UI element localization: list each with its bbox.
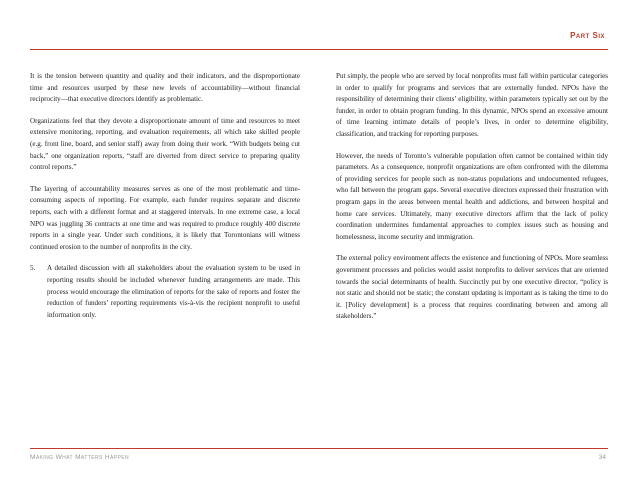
- right-column: [336, 71, 608, 333]
- footer-divider: [30, 448, 608, 449]
- numbered-recommendation: [30, 263, 300, 321]
- paragraph: It is the tension between quantity and quality and their indicators, and the disproportionate time and resources usurped by these new levels of accountability—without financial reciprocity—that executive directors identify as problematic.: [30, 72, 300, 104]
- paragraph: Organizations feel that they devote a disproportionate amount of time and resources to meet extensive monitoring, reporting, and evaluation requirements, all which take skilled people (e.g. front line, board, and senior staff) away from doing their work. “With budgets being cut back,” one organization reports, “staff are diverted from direct service to preparing quality control reports.”: [30, 116, 300, 172]
- paragraph: However, the needs of Toronto’s vulnerable population often cannot be contained within tidy parameters. As a consequence, nonprofit organizations are often confronted with the dilemma of providing services for people such as non-status populations and undocumented refugees, who fall between the program gaps. Several executive directors expressed their frustration with program gaps in the areas between mental health and addictions, and between hospital and home care services. Ultimately, many executive directors affirm that the lack of policy coordination undermines fundamental approaches to complex issues such as housing and homelessness, income security and immigration.: [336, 151, 608, 241]
- section-header: Part Six: [570, 31, 605, 40]
- page-number: 34: [598, 454, 606, 461]
- paragraph: Put simply, the people who are served by local nonprofits must fall within particular categories in order to qualify for programs and services that are externally funded. NPOs have the responsibility of determining their clients’ eligibility, within parameters typically set out by the funder, in order to obtain program funding. In this dynamic, NPOs spend an excessive amount of time learning intimate details of people’s lives, in order to determine eligibility, classification, and tracking for reporting purposes.: [336, 72, 608, 138]
- list-number: 5.: [30, 264, 36, 273]
- footer-title: Making What Matters Happen: [30, 454, 129, 461]
- left-column: [30, 71, 300, 321]
- paragraph: The layering of accountability measures serves as one of the most problematic and time-consuming aspects of reporting. For example, each funder requires separate and discrete reports, each with a different format and at staggered intervals. In one extreme case, a local NPO was juggling 36 contracts at one time and was required to produce roughly 400 discrete reports in a single year. Under such conditions, it is likely that Torontonians will witness continued erosion to the number of nonprofits in the city.: [30, 184, 300, 251]
- list-text: A detailed discussion with all stakeholders about the evaluation system to be used in reporting results should be included whenever funding arrangements are made. This process would encourage the elimination of reports for the sake of reports and foster the reduction of funders’ reporting requirements vis-à-vis the recipient nonprofit to useful information only.: [47, 264, 300, 319]
- paragraph: The external policy environment affects the existence and functioning of NPOs. More seamless government processes and policies would assist nonprofits to deliver services that are oriented towards the social determinants of health. Succinctly put by one executive director, “policy is not static and should not be static; the constant updating is important as is taking the time to do it. [Policy development] is a process that requires coordinating between and among all stakeholders.”: [336, 254, 608, 321]
- header-divider: [30, 49, 608, 50]
